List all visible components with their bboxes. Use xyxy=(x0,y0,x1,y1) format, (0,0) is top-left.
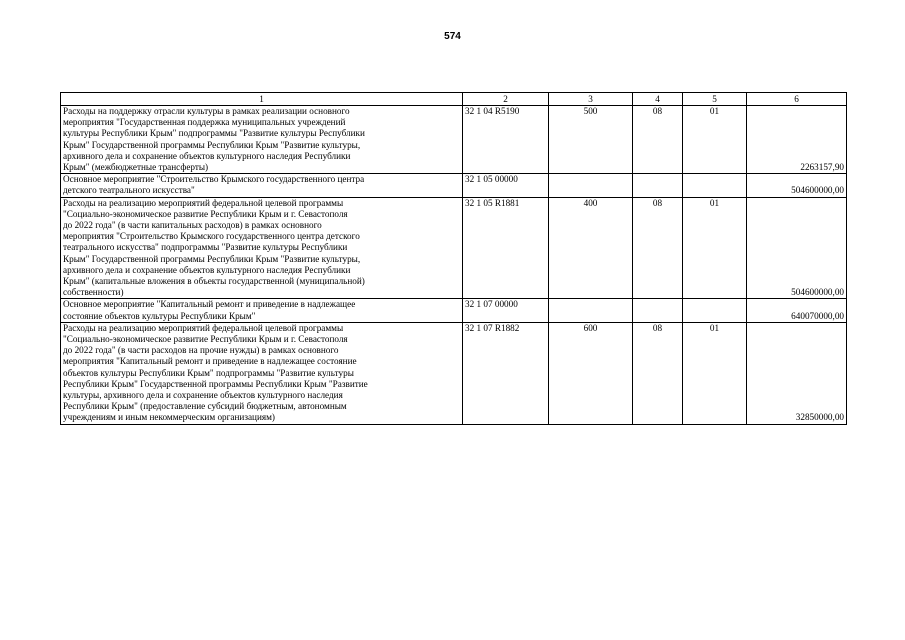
description-line: состояние объектов культуры Республики Крым" xyxy=(63,310,256,321)
description-line: "Социально-экономическое развитие Республики Крым и г. Севастополя xyxy=(63,334,348,345)
expense-description xyxy=(61,299,463,322)
table-row xyxy=(61,106,847,174)
description-line: театрального искусства" подпрограммы "Развитие культуры Республики xyxy=(63,242,348,253)
column-header: 4 xyxy=(633,93,683,106)
column-header: 6 xyxy=(747,93,847,106)
description-line: Республики Крым" Государственной программы Республики Крым "Развитие xyxy=(63,378,368,389)
target-article-code: 32 1 04 R5190 xyxy=(463,106,549,174)
description-line: объектов культуры Республики Крым" подпрограммы "Развитие культуры xyxy=(63,367,354,378)
expense-type-code: 400 xyxy=(549,197,633,299)
subsection-code xyxy=(683,299,747,322)
expense-type-code xyxy=(549,174,633,197)
column-header: 5 xyxy=(683,93,747,106)
subsection-code: 01 xyxy=(683,322,747,424)
section-code xyxy=(633,299,683,322)
target-article-code: 32 1 07 R1882 xyxy=(463,322,549,424)
description-line: Крым" (межбюджетные трансферты) xyxy=(63,162,209,173)
table-row xyxy=(61,197,847,299)
target-article-code: 32 1 05 00000 xyxy=(463,174,549,197)
target-article-code: 32 1 07 00000 xyxy=(463,299,549,322)
description-line: Расходы на реализацию мероприятий федеральной целевой программы xyxy=(63,322,344,333)
description-line: Расходы на реализацию мероприятий федеральной целевой программы xyxy=(63,197,344,208)
description-line: Республики Крым" (предоставление субсидий бюджетным, автономным xyxy=(63,401,347,412)
budget-table xyxy=(60,92,847,425)
description-line: Крым" (капитальные вложения в объекты государственной (муниципальной) xyxy=(63,276,365,287)
column-header: 2 xyxy=(463,93,549,106)
description-line: мероприятия "Государственная поддержка муниципальных учреждений xyxy=(63,117,346,128)
expense-description xyxy=(61,174,463,197)
description-line: архивного дела и сохранение объектов культурного наследия Республики xyxy=(63,150,351,161)
expense-description xyxy=(61,106,463,174)
page-number: 574 xyxy=(444,31,461,42)
column-header: 3 xyxy=(549,93,633,106)
amount-value: 640070000,00 xyxy=(747,299,847,322)
description-line: до 2022 года" (в части расходов на прочие нужды) в рамках основного xyxy=(63,345,339,356)
expense-type-code: 500 xyxy=(549,106,633,174)
description-line: Расходы на поддержку отрасли культуры в рамках реализации основного xyxy=(63,106,350,116)
description-line: Крым" Государственной программы Республики Крым "Развитие культуры, xyxy=(63,253,361,264)
expense-type-code: 600 xyxy=(549,322,633,424)
description-line: до 2022 года" (в части капитальных расходов) в рамках основного xyxy=(63,220,322,231)
description-line: учреждениям и иным некоммерческим организациям) xyxy=(63,412,275,423)
section-code: 08 xyxy=(633,322,683,424)
subsection-code: 01 xyxy=(683,106,747,174)
table-row xyxy=(61,322,847,424)
amount-value: 504600000,00 xyxy=(747,174,847,197)
description-line: архивного дела и сохранение объектов культурного наследия Республики xyxy=(63,264,351,275)
description-line: Крым" Государственной программы Республики Крым "Развитие культуры, xyxy=(63,139,361,150)
description-line: мероприятия "Строительство Крымского государственного центра детского xyxy=(63,231,360,242)
target-article-code: 32 1 05 R1881 xyxy=(463,197,549,299)
description-line: культуры Республики Крым" подпрограммы "Развитие культуры Республики xyxy=(63,128,365,139)
expense-description xyxy=(61,322,463,424)
section-code: 08 xyxy=(633,197,683,299)
table-row xyxy=(61,299,847,322)
amount-value: 504600000,00 xyxy=(747,197,847,299)
description-line: "Социально-экономическое развитие Республики Крым и г. Севастополя xyxy=(63,208,348,219)
description-line: мероприятия "Капитальный ремонт и приведение в надлежащее состояние xyxy=(63,356,357,367)
description-line: культуры, архивного дела и сохранение объектов культурного наследия xyxy=(63,390,343,401)
description-line: детского театрального искусства" xyxy=(63,185,195,196)
expense-type-code xyxy=(549,299,633,322)
amount-value: 32850000,00 xyxy=(747,322,847,424)
table-header-row xyxy=(61,93,847,106)
expense-description xyxy=(61,197,463,299)
subsection-code: 01 xyxy=(683,197,747,299)
description-line: Основное мероприятие "Строительство Крымского государственного центра xyxy=(63,174,365,185)
section-code xyxy=(633,174,683,197)
subsection-code xyxy=(683,174,747,197)
column-header: 1 xyxy=(61,93,463,106)
section-code: 08 xyxy=(633,106,683,174)
description-line: Основное мероприятие "Капитальный ремонт и приведение в надлежащее xyxy=(63,299,356,310)
amount-value: 2263157,90 xyxy=(747,106,847,174)
table-row xyxy=(61,174,847,197)
description-line: собственности) xyxy=(63,287,124,298)
